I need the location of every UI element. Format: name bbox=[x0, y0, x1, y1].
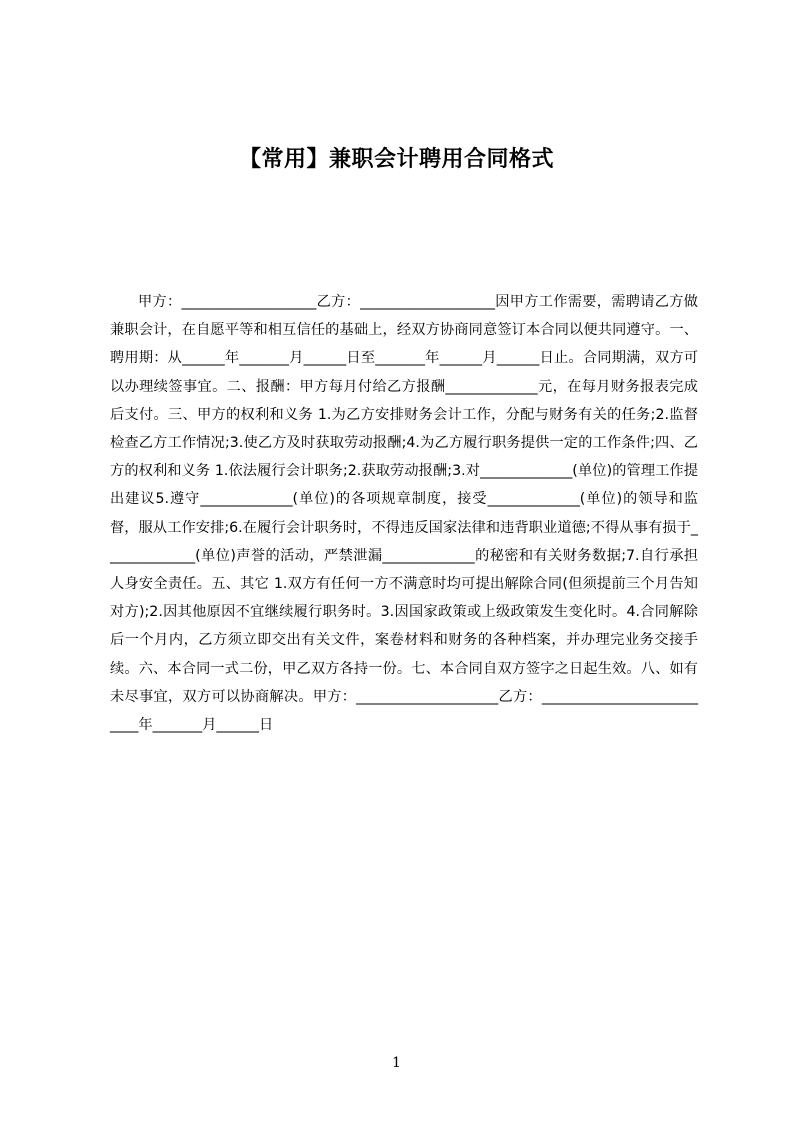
page-number: 1 bbox=[392, 1055, 401, 1071]
contract-body-paragraph: 甲方：___________________乙方：___________________因甲方工作需要，需聘请乙方做兼职会计，在自愿平等和相互信任的基础上，经双方协商同意签订本合同以便共同遵守。一、聘用期：从______年_______月______日至_______年______月______日止。合同期满，双方可以办理续签事宜。二、报酬：甲方每月付给乙方报酬_____________元，在每月财务报表完成后支付。三、甲方的权利和义务 1.为乙方安排财务会计工作，分配与财务有关的任务;2.监督检查乙方工作情况;3.使乙方及时获取劳动报酬;4.为乙方履行职务提供一定的工作条件;四、乙方的权利和义务 1.依法履行会计职务;2.获取劳动报酬;3.对_____________(单位)的管理工作提出建议5.遵守_____________(单位)的各项规章制度，接受_____________(单位)的领导和监督，服从工作安排;6.在履行会计职务时，不得违反国家法律和违背职业道德;不得从事有损于_____________(单位)声誉的活动，严禁泄漏_____________的秘密和有关财务数据;7.自行承担人身安全责任。五、其它 1.双方有任何一方不满意时均可提出解除合同(但须提前三个月告知对方);2.因其他原因不宜继续履行职务时。3.因国家政策或上级政策发生变化时。4.合同解除后一个月内，乙方须立即交出有关文件，案卷材料和财务的各种档案，并办理完业务交接手续。六、本合同一式二份，甲乙双方各持一份。七、本合同自双方签字之日起生效。八、如有未尽事宜，双方可以协商解决。甲方：____________________乙方：__________________________年_______月______日 bbox=[110, 294, 698, 734]
document-title: 【常用】兼职会计聘用合同格式 bbox=[238, 147, 554, 172]
